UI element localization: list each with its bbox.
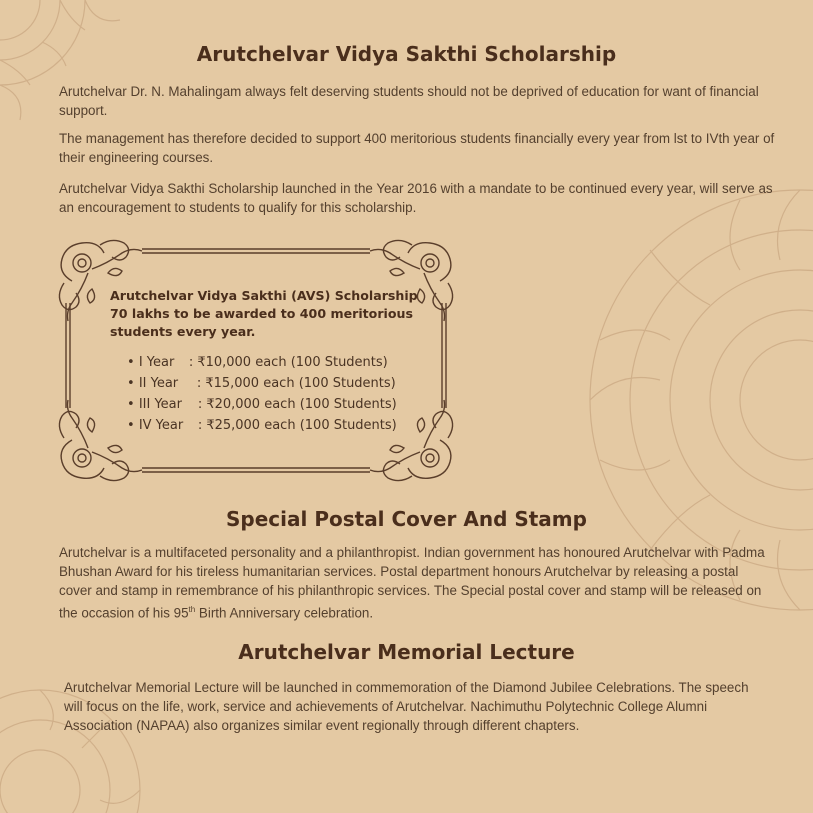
postal-cover-heading: Special Postal Cover And Stamp [226,507,587,531]
memorial-lecture-paragraph: Arutchelvar Memorial Lecture will be launched in commemoration of the Diamond Jubilee Celebrations. The speech will focus on the life, work, service and achievements of Arutchelvar. Nachimuthu Polytechnic College Alumni Association (NAPAA) also organizes similar event regionally through different chapters. [64,680,749,733]
scholarship-paragraph-2: The management has therefore decided to support 400 meritorious students financially every year from lst to IVth year of their engineering courses. [59,131,775,165]
list-item-year: III Year [138,397,182,412]
list-item: • III Year : ₹20,000 each (100 Students) [127,394,397,415]
list-item-year: IV Year [138,418,184,433]
list-item-year: II Year [138,376,179,391]
list-item: • I Year : ₹10,000 each (100 Students) [127,352,397,373]
list-item-amount: : ₹10,000 each (100 Students) [188,355,388,370]
memorial-lecture-heading: Arutchelvar Memorial Lecture [238,640,575,664]
scholarship-amount-list [127,352,397,436]
avs-box-title-line-3: students every year. [110,324,256,339]
list-item-amount: : ₹20,000 each (100 Students) [197,397,397,412]
list-item-amount: : ₹15,000 each (100 Students) [196,376,396,391]
scholarship-paragraph-3: Arutchelvar Vidya Sakthi Scholarship launched in the Year 2016 with a mandate to be continued every year, will serve as an encouragement to students to qualify for this scholarship. [59,181,773,215]
avs-box-title-line-2: 70 lakhs to be awarded to 400 meritorious [110,306,413,321]
postal-cover-paragraph: Arutchelvar is a multifaceted personality and a philanthropist. Indian government has honoured Arutchelvar with Padma Bhushan Award for his tireless humanitarian services. Postal department honours Arutchelvar by releasing a postal cover and stamp in remembrance of his philanthropic services. The Special postal cover and stamp will be released on the occasion of his 95th Birth Anniversary celebration. [59,545,765,621]
avs-box-title-line-1: Arutchelvar Vidya Sakthi (AVS) Scholarship [110,288,418,303]
list-item: • II Year : ₹15,000 each (100 Students) [127,373,397,394]
list-item-amount: : ₹25,000 each (100 Students) [197,418,397,433]
avs-box-title [110,287,420,341]
list-item-year: I Year [138,355,175,370]
list-item: • IV Year : ₹25,000 each (100 Students) [127,415,397,436]
scholarship-heading: Arutchelvar Vidya Sakthi Scholarship [196,42,617,66]
scholarship-paragraph-1: Arutchelvar Dr. N. Mahalingam always felt deserving students should not be deprived of education for want of financial support. [59,84,759,118]
